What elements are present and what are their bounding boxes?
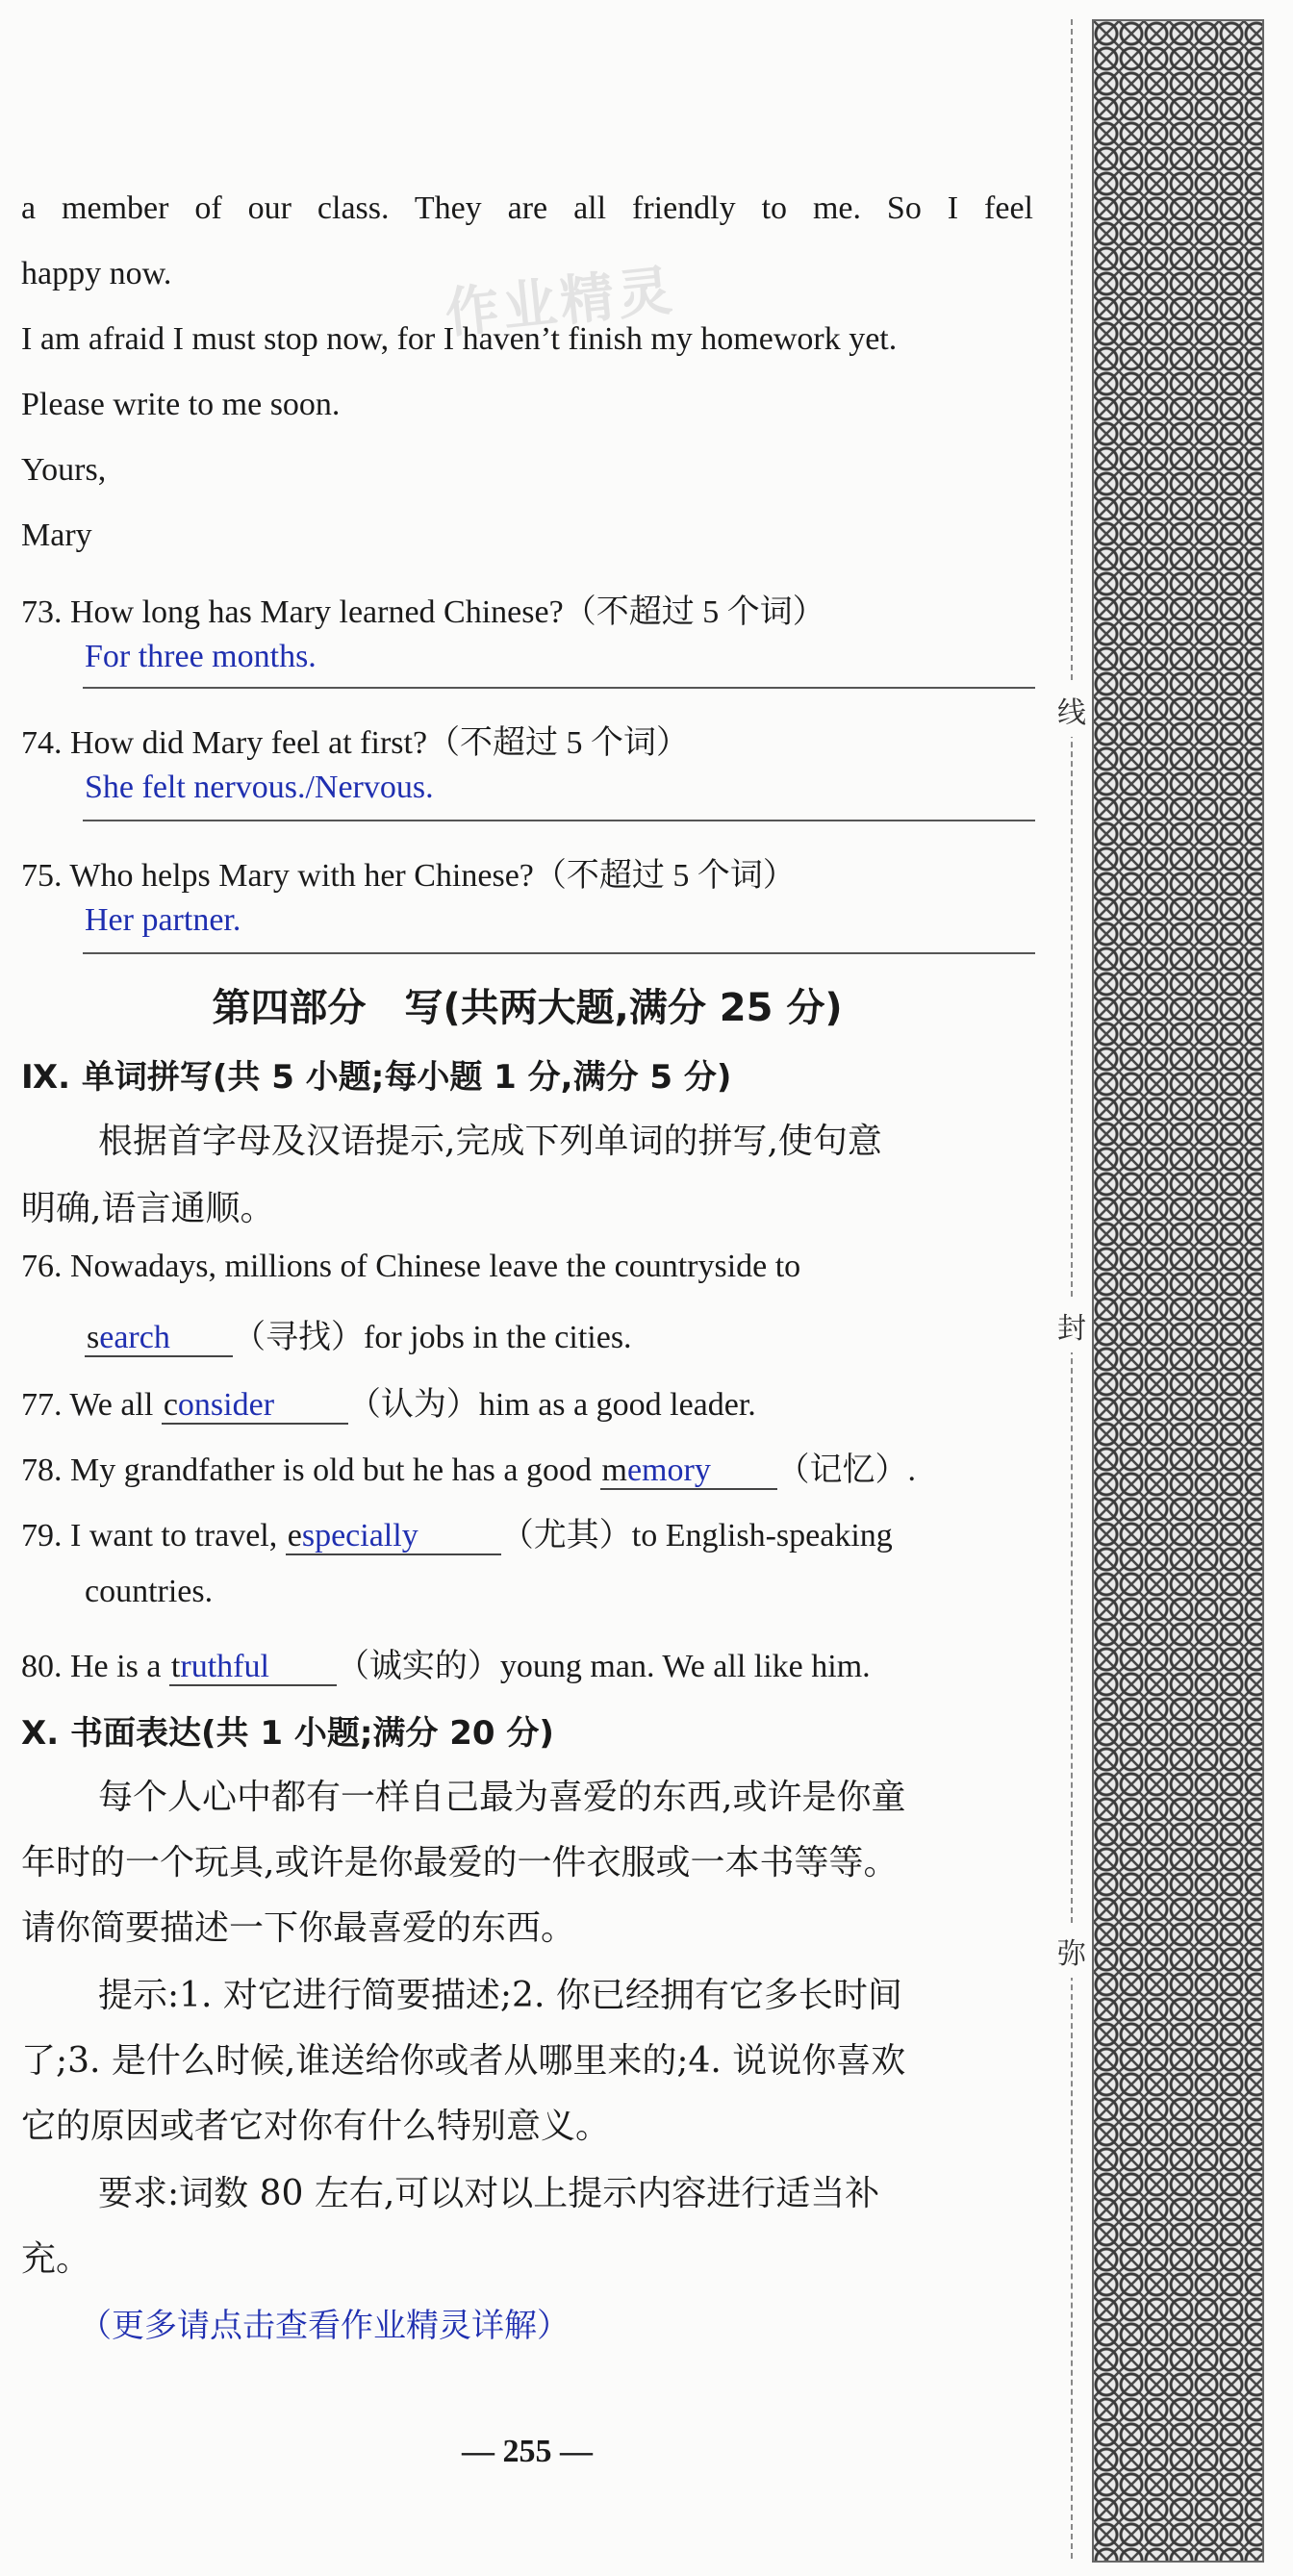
watermark: 作业精灵 [442,259,679,346]
item-79-pre: 79. I want to travel, [21,1518,278,1553]
section10-p3: 充。 [21,2239,91,2279]
blank-80[interactable] [169,1650,337,1686]
section9-instruction: 根据首字母及汉语提示,完成下列单词的拼写,使句意 [98,1122,882,1161]
item-77-post: （认为）him as a good leader. [347,1387,756,1423]
binding-margin [1057,19,1265,2559]
section10-p1: 年时的一个玩具,或许是你最爱的一件衣服或一本书等等。 [21,1843,899,1882]
blank-first-letter: m [601,1452,627,1488]
part4-heading: 第四部分 写(共两大题,满分 25 分) [212,986,843,1030]
blank-78[interactable] [600,1453,777,1490]
item-78-pre: 78. My grandfather is old but he has a good [21,1452,592,1488]
section9-title: Ⅸ. 单词拼写(共 5 小题;每小题 1 分,满分 5 分) [21,1058,732,1097]
side-char-mi: 弥 [1057,1924,1086,1978]
item-77 [21,1377,756,1425]
item-78 [21,1443,916,1490]
section10-p3: 要求:词数 80 左右,可以对以上提示内容进行适当补 [98,2174,880,2213]
blank-79[interactable] [286,1519,501,1555]
item-79-cont: countries. [85,1574,214,1609]
question-75: 75. Who helps Mary with her Chinese?（不超过 5 个词） [21,858,796,894]
blank-first-letter: t [170,1649,181,1684]
section9-instruction: 明确,语言通顺。 [21,1189,275,1228]
answer-73: For three months. [85,639,317,674]
item-80-pre: 80. He is a [21,1649,162,1684]
letter-line: I am afraid I must stop now, for I haven’t finish my homework yet. [21,321,898,357]
letter-line: a member of our class. They are all friendly to me. So I feel [21,190,1033,226]
answer-75: Her partner. [85,902,241,938]
item-79 [21,1508,893,1555]
blank-answer: ruthful [180,1649,269,1684]
blank-76[interactable] [85,1321,233,1357]
item-80-post: （诚实的）young man. We all like him. [336,1649,871,1684]
blank-first-letter: s [87,1320,100,1355]
answer-line [83,687,1035,689]
item-77-pre: 77. We all [21,1387,154,1423]
blank-answer: earch [99,1320,170,1355]
blank-77[interactable] [162,1388,348,1425]
section10-p2: 提示:1. 对它进行简要描述;2. 你已经拥有它多长时间 [98,1976,902,2015]
section10-p1: 每个人心中都有一样自己最为喜爱的东西,或许是你童 [98,1778,906,1817]
cut-line [1071,19,1073,2559]
item-80 [21,1639,871,1686]
item-76-cont [85,1310,632,1357]
blank-answer: emory [626,1452,711,1488]
decorative-pattern [1092,19,1264,2563]
more-details-link[interactable]: （更多请点击查看作业精灵详解） [79,2307,570,2345]
blank-first-letter: e [287,1518,302,1553]
question-73: 73. How long has Mary learned Chinese?（不超过 5 个词） [21,594,825,630]
answer-line [83,952,1035,954]
section10-title: Ⅹ. 书面表达(共 1 小题;满分 20 分) [21,1714,554,1753]
side-char-feng: 封 [1057,1299,1086,1352]
blank-answer: specially [301,1518,418,1553]
page-number: — 255 — [462,2434,593,2469]
item-79-post: （尤其）to English-speaking [500,1518,893,1553]
section10-p2: 它的原因或者它对你有什么特别意义。 [21,2107,611,2146]
blank-answer: onsider [177,1387,275,1423]
item-78-post: （记忆）. [776,1452,916,1488]
letter-line: happy now. [21,256,172,291]
letter-signature: Mary [21,518,92,553]
answer-74: She felt nervous./Nervous. [85,770,434,805]
section10-p2: 了;3. 是什么时候,谁送给你或者从哪里来的;4. 说说你喜欢 [21,2041,906,2081]
answer-line [83,820,1035,821]
question-74: 74. How did Mary feel at first?（不超过 5 个词） [21,725,690,761]
letter-line: Please write to me soon. [21,387,341,422]
section10-p1: 请你简要描述一下你最喜爱的东西。 [21,1908,576,1948]
letter-closing: Yours, [21,452,107,488]
item-76: 76. Nowadays, millions of Chinese leave the countryside to [21,1249,801,1284]
item-76-post: （寻找）for jobs in the cities. [233,1320,632,1355]
blank-first-letter: c [163,1387,178,1423]
side-char-xian: 线 [1057,683,1086,737]
